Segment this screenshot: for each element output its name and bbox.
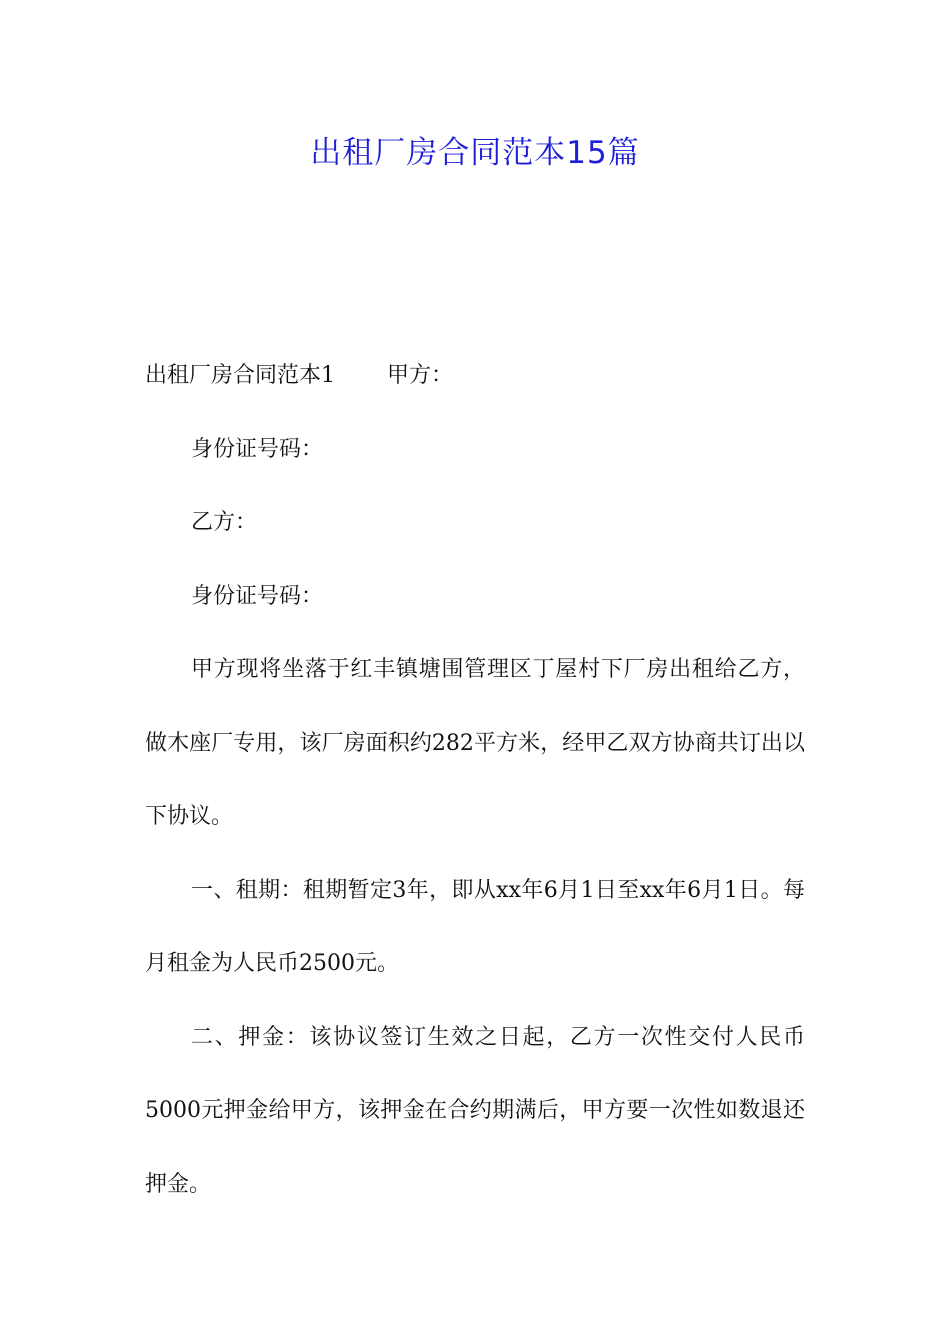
party-a-label: 甲方： xyxy=(387,363,454,388)
paragraph-lease-term: 一、租期：租期暂定3年，即从xx年6月1日至xx年6月1日。每月租金为人民币2500元。 xyxy=(145,877,805,976)
section-heading-line xyxy=(145,339,805,413)
section-heading: 出租厂房合同范本1 xyxy=(145,363,335,388)
paragraph-deposit: 二、押金：该协议签订生效之日起，乙方一次性交付人民币5000元押金给甲方，该押金在合约期满后，甲方要一次性如数退还押金。 xyxy=(145,1024,805,1197)
paragraph-premises: 甲方现将坐落于红丰镇塘围管理区丁屋村下厂房出租给乙方，做木座厂专用，该厂房面积约282平方米，经甲乙双方协商共订出以下协议。 xyxy=(145,657,805,829)
party-b-id-label: 身份证号码： xyxy=(191,583,324,609)
document-title: 出租厂房合同范本15篇 xyxy=(310,135,640,171)
party-b-label: 乙方： xyxy=(191,510,258,535)
party-a-id-label: 身份证号码： xyxy=(191,436,324,462)
document-body xyxy=(145,339,805,1221)
